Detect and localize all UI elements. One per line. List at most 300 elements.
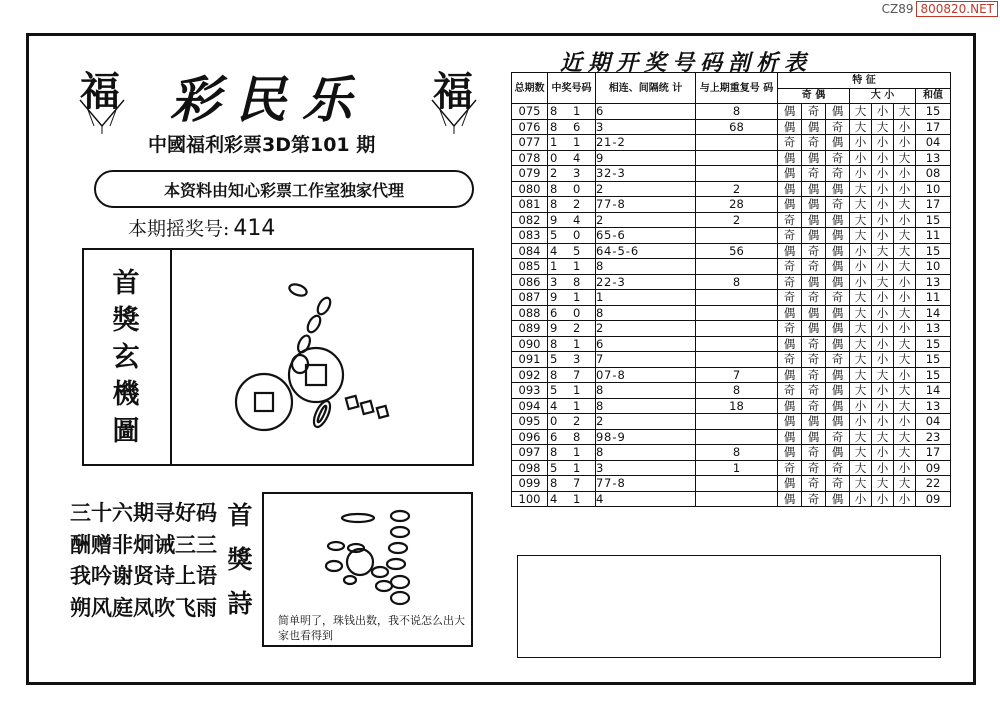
odd-even-cell: 偶 [826, 274, 850, 290]
big-small-cell: 大 [894, 305, 916, 321]
sum-cell: 22 [916, 476, 951, 492]
repeat-cell [696, 321, 778, 337]
big-small-cell: 小 [872, 321, 894, 337]
number-cell: 3 8 2 [548, 274, 596, 290]
odd-even-cell: 奇 [826, 119, 850, 135]
odd-even-cell: 奇 [778, 259, 802, 275]
odd-even-cell: 偶 [826, 243, 850, 259]
period-cell: 081 [512, 197, 548, 213]
number-cell: 4 1 8 [548, 398, 596, 414]
big-small-cell: 小 [872, 352, 894, 368]
consecutive-cell: 4-5-6 [596, 243, 696, 259]
odd-even-cell: 偶 [826, 414, 850, 430]
sum-cell: 04 [916, 135, 951, 151]
consecutive-cell [596, 290, 696, 306]
big-small-cell: 小 [850, 150, 872, 166]
odd-even-cell: 奇 [778, 352, 802, 368]
sum-cell: 09 [916, 491, 951, 507]
odd-even-cell: 奇 [826, 290, 850, 306]
draw-label: 本期摇奖号: [128, 218, 230, 240]
repeat-cell: 7 [696, 367, 778, 383]
number-cell: 1 1 2 [548, 135, 596, 151]
odd-even-cell: 偶 [826, 135, 850, 151]
period-cell: 099 [512, 476, 548, 492]
puzzle-label-char: 獎 [112, 304, 140, 336]
odd-even-cell: 偶 [778, 181, 802, 197]
odd-even-cell: 偶 [826, 305, 850, 321]
big-small-cell: 小 [872, 290, 894, 306]
big-small-cell: 小 [872, 212, 894, 228]
big-small-cell: 小 [872, 181, 894, 197]
table-row [512, 476, 951, 492]
puzzle-label-char: 圖 [112, 415, 140, 447]
period-cell: 091 [512, 352, 548, 368]
analysis-table [511, 72, 951, 507]
odd-even-cell: 奇 [778, 290, 802, 306]
table-row [512, 491, 951, 507]
odd-even-cell: 奇 [826, 352, 850, 368]
big-small-cell: 小 [872, 259, 894, 275]
consecutive-cell [596, 150, 696, 166]
consecutive-cell: 7-8 [596, 476, 696, 492]
odd-even-cell: 奇 [802, 445, 826, 461]
repeat-cell [696, 135, 778, 151]
lantern-right-icon [424, 96, 484, 136]
sum-cell: 17 [916, 197, 951, 213]
big-small-cell: 小 [872, 104, 894, 120]
number-cell: 8 1 6 [548, 104, 596, 120]
odd-even-cell: 奇 [826, 460, 850, 476]
sum-cell: 23 [916, 429, 951, 445]
notes-box [517, 555, 941, 658]
repeat-cell: 2 [696, 212, 778, 228]
big-small-cell: 小 [872, 166, 894, 182]
poem-line: 三十六期寻好码 [70, 501, 217, 525]
header-repeat: 与上期重复号 码 [696, 73, 778, 104]
repeat-cell: 28 [696, 197, 778, 213]
sum-cell: 13 [916, 398, 951, 414]
big-small-cell: 大 [872, 119, 894, 135]
big-small-cell: 大 [894, 228, 916, 244]
number-cell: 5 3 7 [548, 352, 596, 368]
big-small-cell: 小 [894, 460, 916, 476]
sum-cell: 10 [916, 181, 951, 197]
odd-even-cell: 偶 [802, 212, 826, 228]
table-row [512, 119, 951, 135]
big-small-cell: 小 [894, 367, 916, 383]
big-small-cell: 大 [872, 243, 894, 259]
odd-even-cell: 奇 [778, 460, 802, 476]
consecutive-cell [596, 445, 696, 461]
repeat-cell: 2 [696, 181, 778, 197]
consecutive-cell [596, 383, 696, 399]
period-cell: 100 [512, 491, 548, 507]
odd-even-cell: 偶 [778, 398, 802, 414]
odd-even-cell: 偶 [802, 228, 826, 244]
odd-even-cell: 奇 [826, 429, 850, 445]
watermark-site: 800820.NET [916, 1, 998, 17]
period-cell: 075 [512, 104, 548, 120]
poem-block [70, 498, 217, 624]
big-small-cell: 大 [894, 259, 916, 275]
period-cell: 087 [512, 290, 548, 306]
consecutive-cell: 1-2 [596, 135, 696, 151]
repeat-cell [696, 228, 778, 244]
poem-label-char: 首 [227, 501, 253, 530]
table-row [512, 274, 951, 290]
big-small-cell: 小 [872, 150, 894, 166]
number-cell: 9 1 1 [548, 290, 596, 306]
number-cell: 8 0 2 [548, 181, 596, 197]
table-title: 近期开奖号码剖析表 [560, 50, 813, 76]
big-small-cell: 小 [872, 398, 894, 414]
odd-even-cell: 偶 [778, 119, 802, 135]
odd-even-cell: 偶 [778, 414, 802, 430]
odd-even-cell: 奇 [778, 383, 802, 399]
big-small-cell: 大 [850, 367, 872, 383]
consecutive-cell [596, 460, 696, 476]
sum-cell: 09 [916, 460, 951, 476]
puzzle-label-char: 玄 [112, 341, 140, 373]
poem-label-char: 詩 [227, 589, 253, 618]
odd-even-cell: 偶 [802, 119, 826, 135]
table-row [512, 352, 951, 368]
odd-even-cell: 偶 [802, 321, 826, 337]
repeat-cell [696, 150, 778, 166]
repeat-cell [696, 491, 778, 507]
repeat-cell: 1 [696, 460, 778, 476]
odd-even-cell: 偶 [826, 336, 850, 352]
big-small-cell: 小 [894, 414, 916, 430]
table-row [512, 104, 951, 120]
hint-beads-illustration [320, 506, 420, 610]
big-small-cell: 大 [850, 305, 872, 321]
number-cell: 0 4 9 [548, 150, 596, 166]
odd-even-cell: 偶 [778, 104, 802, 120]
big-small-cell: 小 [850, 259, 872, 275]
number-cell: 8 1 6 [548, 336, 596, 352]
number-cell: 2 3 3 [548, 166, 596, 182]
table-row [512, 367, 951, 383]
table-row [512, 150, 951, 166]
consecutive-cell: 7-8 [596, 367, 696, 383]
period-cell: 097 [512, 445, 548, 461]
big-small-cell: 大 [850, 197, 872, 213]
table-row [512, 398, 951, 414]
table-row [512, 305, 951, 321]
table-row [512, 212, 951, 228]
big-small-cell: 小 [894, 274, 916, 290]
big-small-cell: 小 [872, 383, 894, 399]
consecutive-cell [596, 181, 696, 197]
poem-line: 朔风庭凤吹飞雨 [70, 595, 217, 620]
big-small-cell: 小 [894, 212, 916, 228]
odd-even-cell: 偶 [802, 197, 826, 213]
odd-even-cell: 偶 [778, 150, 802, 166]
number-cell: 5 0 6 [548, 228, 596, 244]
consecutive-cell [596, 352, 696, 368]
repeat-cell [696, 166, 778, 182]
odd-even-cell: 奇 [802, 383, 826, 399]
site-watermark [882, 2, 998, 16]
big-small-cell: 小 [894, 166, 916, 182]
odd-even-cell: 偶 [826, 383, 850, 399]
table-row [512, 135, 951, 151]
header-consecutive: 相连、间隔统 计 [596, 73, 696, 104]
big-small-cell: 小 [894, 290, 916, 306]
sum-cell: 15 [916, 104, 951, 120]
hint-text: 简单明了，珠钱出数，我不说怎么出大家也看得到 [278, 614, 465, 642]
big-small-cell: 小 [894, 135, 916, 151]
big-small-cell: 大 [894, 429, 916, 445]
table-row [512, 383, 951, 399]
period-cell: 093 [512, 383, 548, 399]
big-small-cell: 大 [894, 104, 916, 120]
sum-cell: 11 [916, 228, 951, 244]
odd-even-cell: 偶 [826, 228, 850, 244]
consecutive-cell: 7-8 [596, 197, 696, 213]
odd-even-cell: 偶 [778, 476, 802, 492]
big-small-cell: 大 [894, 398, 916, 414]
big-small-cell: 大 [850, 336, 872, 352]
period-cell: 098 [512, 460, 548, 476]
table-row [512, 181, 951, 197]
odd-even-cell: 偶 [778, 367, 802, 383]
consecutive-cell [596, 259, 696, 275]
period-cell: 084 [512, 243, 548, 259]
number-cell: 6 0 8 [548, 305, 596, 321]
big-small-cell: 小 [850, 398, 872, 414]
period-cell: 086 [512, 274, 548, 290]
table-row [512, 460, 951, 476]
exclusive-notice: 本资料由知心彩票工作室独家代理 [94, 170, 474, 208]
repeat-cell [696, 476, 778, 492]
brand-title: 彩民乐 [170, 70, 368, 129]
odd-even-cell: 奇 [778, 274, 802, 290]
big-small-cell: 大 [894, 197, 916, 213]
big-small-cell: 大 [872, 274, 894, 290]
number-cell: 8 2 7 [548, 197, 596, 213]
period-cell: 089 [512, 321, 548, 337]
big-small-cell: 大 [850, 290, 872, 306]
table-row [512, 445, 951, 461]
big-small-cell: 大 [894, 445, 916, 461]
odd-even-cell: 奇 [826, 197, 850, 213]
coin-beads-illustration [176, 252, 470, 462]
sum-cell: 14 [916, 305, 951, 321]
odd-even-cell: 偶 [802, 181, 826, 197]
big-small-cell: 大 [894, 243, 916, 259]
consecutive-cell: 8-9 [596, 429, 696, 445]
sum-cell: 10 [916, 259, 951, 275]
repeat-cell [696, 290, 778, 306]
period-cell: 094 [512, 398, 548, 414]
big-small-cell: 大 [850, 181, 872, 197]
table-row [512, 259, 951, 275]
odd-even-cell: 偶 [826, 367, 850, 383]
repeat-cell [696, 259, 778, 275]
odd-even-cell: 奇 [802, 290, 826, 306]
period-cell: 080 [512, 181, 548, 197]
odd-even-cell: 奇 [778, 212, 802, 228]
consecutive-cell: 2-3 [596, 166, 696, 182]
odd-even-cell: 偶 [778, 445, 802, 461]
repeat-cell [696, 414, 778, 430]
odd-even-cell: 偶 [802, 414, 826, 430]
big-small-cell: 大 [850, 228, 872, 244]
big-small-cell: 大 [894, 336, 916, 352]
repeat-cell [696, 305, 778, 321]
odd-even-cell: 偶 [802, 429, 826, 445]
repeat-cell [696, 352, 778, 368]
table-row [512, 197, 951, 213]
table-row [512, 321, 951, 337]
number-cell: 8 1 8 [548, 445, 596, 461]
repeat-cell [696, 336, 778, 352]
odd-even-cell: 偶 [826, 212, 850, 228]
odd-even-cell: 奇 [802, 259, 826, 275]
repeat-cell: 8 [696, 104, 778, 120]
fu-left-char: 福 [80, 68, 120, 115]
puzzle-label [82, 248, 172, 466]
repeat-cell: 8 [696, 274, 778, 290]
odd-even-cell: 奇 [802, 243, 826, 259]
period-cell: 079 [512, 166, 548, 182]
sum-cell: 04 [916, 414, 951, 430]
sum-cell: 15 [916, 352, 951, 368]
big-small-cell: 大 [850, 352, 872, 368]
table-row [512, 336, 951, 352]
odd-even-cell: 奇 [802, 336, 826, 352]
big-small-cell: 大 [894, 352, 916, 368]
sum-cell: 13 [916, 321, 951, 337]
consecutive-cell: 2-3 [596, 274, 696, 290]
odd-even-cell: 偶 [778, 336, 802, 352]
consecutive-cell [596, 398, 696, 414]
period-cell: 085 [512, 259, 548, 275]
poem-line: 我吟谢贤诗上语 [70, 564, 217, 588]
big-small-cell: 小 [872, 445, 894, 461]
big-small-cell: 大 [894, 383, 916, 399]
sum-cell: 15 [916, 367, 951, 383]
odd-even-cell: 偶 [826, 398, 850, 414]
header-number: 中奖号码 [548, 73, 596, 104]
big-small-cell: 大 [850, 104, 872, 120]
big-small-cell: 小 [850, 274, 872, 290]
big-small-cell: 小 [850, 243, 872, 259]
big-small-cell: 小 [850, 166, 872, 182]
big-small-cell: 小 [894, 119, 916, 135]
number-cell: 4 5 6 [548, 243, 596, 259]
big-small-cell: 大 [872, 476, 894, 492]
lantern-left-icon [72, 96, 132, 136]
odd-even-cell: 奇 [826, 476, 850, 492]
big-small-cell: 大 [850, 445, 872, 461]
poem-line: 酬赠非炯诫三三 [70, 532, 217, 557]
consecutive-cell [596, 119, 696, 135]
number-cell: 0 2 2 [548, 414, 596, 430]
repeat-cell: 56 [696, 243, 778, 259]
repeat-cell: 68 [696, 119, 778, 135]
period-cell: 096 [512, 429, 548, 445]
header-big-small: 大 小 [850, 88, 916, 104]
big-small-cell: 小 [872, 135, 894, 151]
sum-cell: 15 [916, 336, 951, 352]
poem-label [226, 494, 254, 626]
odd-even-cell: 奇 [802, 166, 826, 182]
number-cell: 9 2 2 [548, 321, 596, 337]
sum-cell: 13 [916, 274, 951, 290]
big-small-cell: 小 [894, 491, 916, 507]
big-small-cell: 大 [850, 119, 872, 135]
sum-cell: 17 [916, 445, 951, 461]
period-cell: 095 [512, 414, 548, 430]
odd-even-cell: 偶 [802, 274, 826, 290]
sum-cell: 17 [916, 119, 951, 135]
big-small-cell: 小 [872, 460, 894, 476]
big-small-cell: 小 [894, 321, 916, 337]
big-small-cell: 大 [850, 460, 872, 476]
header-period: 总期数 [512, 73, 548, 104]
watermark-prefix: CZ89 [881, 2, 914, 16]
big-small-cell: 大 [894, 476, 916, 492]
header-sum: 和值 [916, 88, 951, 104]
odd-even-cell: 偶 [778, 197, 802, 213]
table-row [512, 290, 951, 306]
odd-even-cell: 奇 [802, 398, 826, 414]
consecutive-cell [596, 212, 696, 228]
issue-line: 中國福利彩票3D第101 期 [148, 134, 376, 156]
sum-cell: 15 [916, 212, 951, 228]
repeat-cell [696, 429, 778, 445]
big-small-cell: 小 [850, 135, 872, 151]
period-cell: 078 [512, 150, 548, 166]
puzzle-label-char: 機 [112, 378, 140, 410]
odd-even-cell: 偶 [778, 429, 802, 445]
big-small-cell: 小 [850, 414, 872, 430]
sum-cell: 11 [916, 290, 951, 306]
consecutive-cell [596, 414, 696, 430]
odd-even-cell: 偶 [826, 181, 850, 197]
odd-even-cell: 偶 [826, 259, 850, 275]
big-small-cell: 小 [872, 197, 894, 213]
big-small-cell: 小 [872, 305, 894, 321]
table-row [512, 228, 951, 244]
big-small-cell: 小 [872, 336, 894, 352]
number-cell: 6 8 9 [548, 429, 596, 445]
repeat-cell: 8 [696, 383, 778, 399]
table-row [512, 166, 951, 182]
draw-number: 414 [233, 216, 276, 241]
sum-cell: 08 [916, 166, 951, 182]
number-cell: 8 7 7 [548, 476, 596, 492]
odd-even-cell: 奇 [802, 491, 826, 507]
odd-even-cell: 偶 [826, 445, 850, 461]
period-cell: 088 [512, 305, 548, 321]
number-cell: 1 1 8 [548, 259, 596, 275]
odd-even-cell: 偶 [826, 491, 850, 507]
odd-even-cell: 奇 [826, 150, 850, 166]
big-small-cell: 小 [872, 228, 894, 244]
odd-even-cell: 奇 [778, 135, 802, 151]
repeat-cell: 18 [696, 398, 778, 414]
number-cell: 8 6 3 [548, 119, 596, 135]
big-small-cell: 小 [872, 491, 894, 507]
odd-even-cell: 奇 [802, 352, 826, 368]
fu-right-char: 福 [433, 68, 473, 115]
period-cell: 077 [512, 135, 548, 151]
number-cell: 8 7 0 [548, 367, 596, 383]
